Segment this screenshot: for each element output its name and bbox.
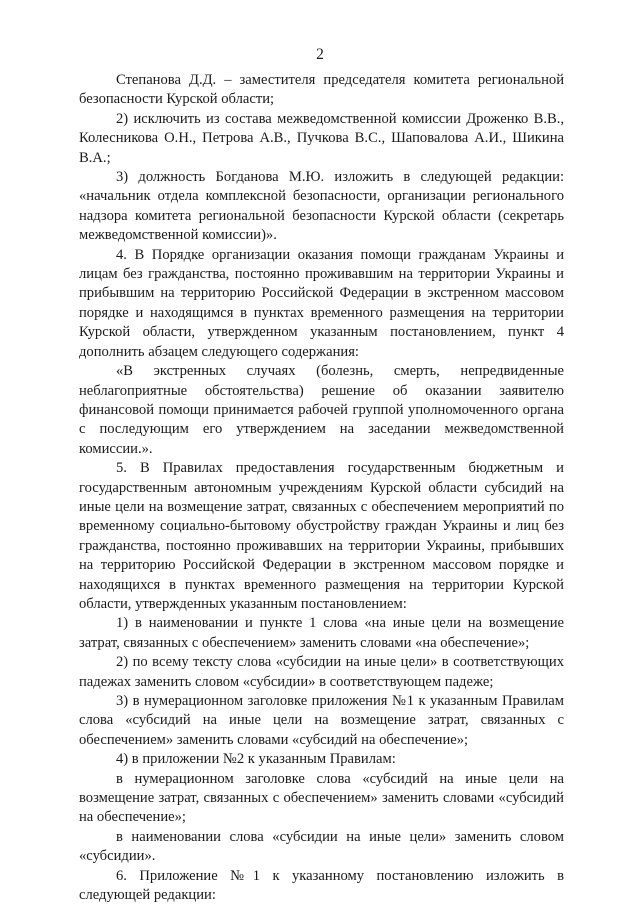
paragraph-section-4: 4. В Порядке организации оказания помощи гражданам Украины и лицам без гражданства, постоянно проживавшим на территории Украины и прибывшим на территорию Российской Федерации в экстренном массовом порядке и находящимся в пунктах временного размещения на территории Курской области, утвержденном указанным постановлением, пункт 4 дополнить абзацем следующего содержания: [79, 246, 564, 360]
paragraph-5-item-1: 1) в наименовании и пункте 1 слова «на иные цели на возмещение затрат, связанных с обеспечением» заменить словами «на обеспечение»; [79, 615, 564, 651]
paragraph-item-3: 3) должность Богданова М.Ю. изложить в следующей редакции: «начальник отдела комплексной безопасности, организации регионального надзора комитета региональной безопасности Курской области (секретарь межведомственной комиссии)». [79, 169, 564, 244]
paragraph-continuation: Степанова Д.Д. – заместителя председателя комитета региональной безопасности Курской области; [79, 72, 564, 108]
paragraph-item-2: 2) исключить из состава межведомственной комиссии Дроженко В.В., Колесникова О.Н., Петрова А.В., Пучкова В.С., Шаповалова А.И., Шикина В.А.; [79, 110, 564, 166]
paragraph-5-item-4: 4) в приложении №2 к указанным Правилам: [116, 751, 396, 768]
paragraph-5-item-2: 2) по всему тексту слова «субсидии на иные цели» в соответствующих падежах заменить словом «субсидии» в соответствующем падеже; [79, 654, 564, 690]
paragraph-5-item-4-sub-2: в наименовании слова «субсидии на иные цели» заменить словом «субсидии». [79, 828, 564, 865]
paragraph-quote: «В экстренных случаях (болезнь, смерть, непредвиденные неблагоприятные обстоятельства) решение об оказании заявителю финансовой помощи принимается рабочей группой уполномоченного органа с последующим его утверждением на заседании межведомственной комиссии.». [79, 363, 564, 457]
paragraph-5-item-4-sub-1: в нумерационном заголовке слова «субсидий на иные цели на возмещение затрат, связанных с обеспечением» заменить словами «субсидий на обеспечение»; [79, 770, 564, 826]
page-number: 2 [316, 46, 324, 63]
document-body [79, 71, 564, 905]
paragraph-section-6: 6. Приложение №1 к указанному постановлению изложить в следующей редакции: [79, 867, 564, 904]
paragraph-5-item-3: 3) в нумерационном заголовке приложения №1 к указанным Правилам слова «субсидий на иные цели на возмещение затрат, связанных с обеспечением» заменить словами «субсидий на обеспечение»; [79, 693, 564, 748]
paragraph-section-5: 5. В Правилах предоставления государственным бюджетным и государственным автономным учреждениям Курской области субсидий на иные цели на возмещение затрат, связанных с обеспечением мероприятий по временному социально-бытовому обустройству граждан Украины и лиц без гражданства, постоянно проживавших на территории Украины, прибывших на территорию Российской Федерации в экстренном массовом порядке и находящихся в пунктах временного размещения на территории Курской области, утвержденных указанным постановлением: [79, 460, 564, 612]
